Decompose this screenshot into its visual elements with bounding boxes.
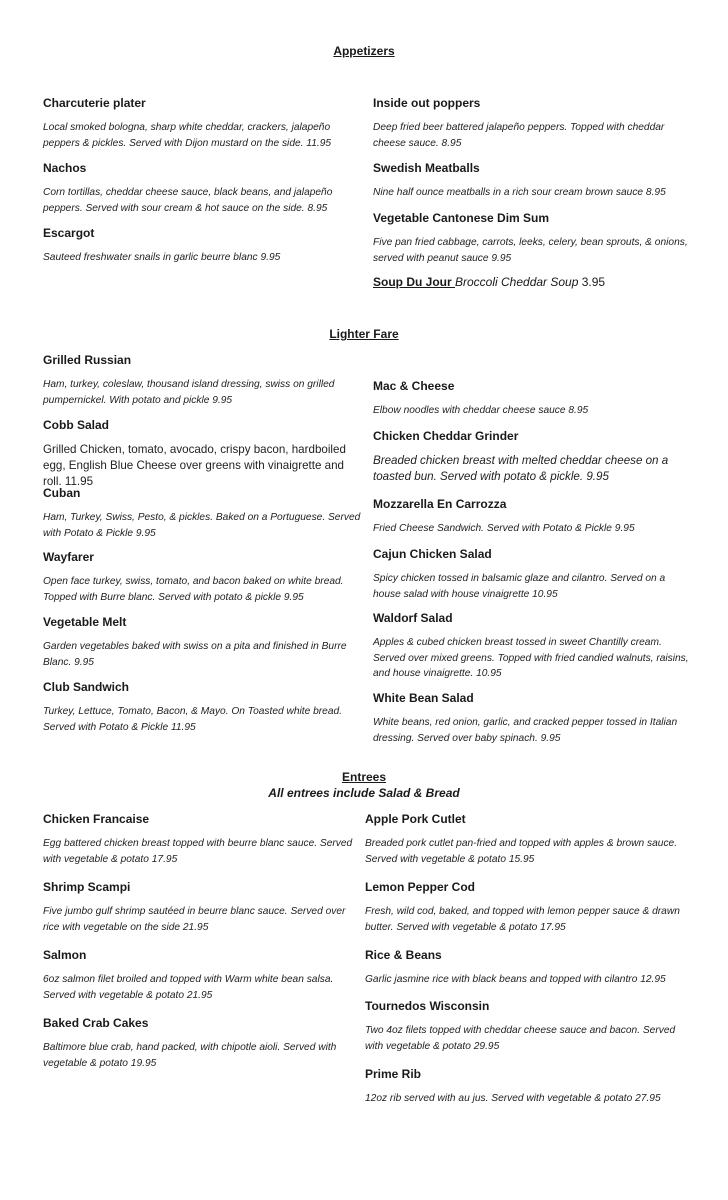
menu-item <box>373 691 691 746</box>
item-description: 12oz rib served with au jus. Served with vegetable & potato 27.95 <box>365 1093 661 1104</box>
menu-item <box>365 1067 690 1107</box>
item-description: Fried Cheese Sandwich. Served with Potato & Pickle 9.95 <box>373 523 635 534</box>
item-name: Club Sandwich <box>43 680 130 694</box>
item-name: Mac & Cheese <box>373 379 455 393</box>
item-description: Fresh, wild cod, baked, and topped with lemon pepper sauce & drawn butter. Served with vegetable & potato 17.95 <box>365 906 680 933</box>
item-name: Grilled Russian <box>43 353 132 367</box>
menu-item <box>373 379 691 419</box>
menu-item <box>373 547 691 602</box>
item-description: Apples & cubed chicken breast tossed in sweet Chantilly cream. Served over mixed greens. Topped with fried candied walnuts, raisins, and house vinaigrette. 10.95 <box>373 637 689 679</box>
item-description: Ham, Turkey, Swiss, Pesto, & pickles. Baked on a Portuguese. Served with Potato & Pickle 9.95 <box>43 512 361 539</box>
item-description: Garlic jasmine rice with black beans and topped with cilantro 12.95 <box>365 974 666 985</box>
menu-item <box>373 161 691 201</box>
soup-name: Broccoli Cheddar Soup <box>455 275 579 289</box>
item-description: Five pan fried cabbage, carrots, leeks, celery, bean sprouts, & onions, served with peanut sauce 9.95 <box>373 237 688 264</box>
item-name: Wayfarer <box>43 550 94 564</box>
menu-item <box>373 96 691 151</box>
menu-item <box>43 418 355 490</box>
menu-item <box>43 226 361 266</box>
item-name: Chicken Cheddar Grinder <box>373 429 519 443</box>
item-description: Spicy chicken tossed in balsamic glaze and cilantro. Served on a house salad with house vinaigrette 10.95 <box>373 573 666 600</box>
item-name: Shrimp Scampi <box>43 880 131 894</box>
soup-price: 3.95 <box>578 275 606 289</box>
item-name: Lemon Pepper Cod <box>365 880 476 894</box>
item-description: Turkey, Lettuce, Tomato, Bacon, & Mayo. On Toasted white bread. Served with Potato & Pickle 11.95 <box>43 706 342 733</box>
menu-item <box>43 96 361 151</box>
soup-du-jour <box>373 275 605 289</box>
item-name: White Bean Salad <box>373 691 474 705</box>
item-name: Cajun Chicken Salad <box>373 547 492 561</box>
menu-item <box>373 497 691 537</box>
item-description: Baltimore blue crab, hand packed, with chipotle aioli. Served with vegetable & potato 19.95 <box>43 1042 337 1069</box>
menu-item <box>373 429 693 485</box>
menu-item <box>365 948 690 988</box>
item-description: Elbow noodles with cheddar cheese sauce 8.95 <box>373 405 589 416</box>
item-description: Deep fried beer battered jalapeño peppers. Topped with cheddar cheese sauce. 8.95 <box>373 122 665 149</box>
appetizers-heading: Appetizers <box>333 44 395 58</box>
item-name: Nachos <box>43 161 87 175</box>
menu-item <box>373 211 691 266</box>
item-name: Cobb Salad <box>43 418 110 432</box>
item-name: Salmon <box>43 948 87 962</box>
item-description: Corn tortillas, cheddar cheese sauce, black beans, and jalapeño peppers. Served with sour cream & hot sauce on the side. 8.95 <box>43 187 333 214</box>
menu-item <box>43 486 361 541</box>
item-name: Prime Rib <box>365 1067 422 1081</box>
item-name: Charcuterie plater <box>43 96 146 110</box>
item-name: Chicken Francaise <box>43 812 150 826</box>
menu-item <box>373 611 691 682</box>
item-name: Vegetable Melt <box>43 615 127 629</box>
item-description: Egg battered chicken breast topped with beurre blanc sauce. Served with vegetable & potato 17.95 <box>43 838 353 865</box>
menu-item <box>43 1016 361 1071</box>
menu-item <box>365 812 690 867</box>
menu-item <box>43 550 361 605</box>
item-name: Mozzarella En Carrozza <box>373 497 507 511</box>
item-description: White beans, red onion, garlic, and cracked pepper tossed in Italian dressing. Served over baby spinach. 9.95 <box>373 717 678 744</box>
item-name: Baked Crab Cakes <box>43 1016 149 1030</box>
soup-label: Soup Du Jour <box>373 275 455 289</box>
item-name: Cuban <box>43 486 81 500</box>
menu-item <box>43 680 361 735</box>
item-name: Vegetable Cantonese Dim Sum <box>373 211 550 225</box>
item-description: Five jumbo gulf shrimp sautéed in beurre blanc sauce. Served over rice with vegetable on the side 21.95 <box>43 906 346 933</box>
item-description: Open face turkey, swiss, tomato, and bacon baked on white bread. Topped with Burre blanc. Served with potato & pickle 9.95 <box>43 576 344 603</box>
item-name: Rice & Beans <box>365 948 442 962</box>
item-description: Ham, turkey, coleslaw, thousand island dressing, swiss on grilled pumpernickel. With potato and pickle 9.95 <box>43 379 335 406</box>
item-name: Swedish Meatballs <box>373 161 480 175</box>
menu-item <box>43 615 361 670</box>
item-description: Local smoked bologna, sharp white cheddar, crackers, jalapeño peppers & pickles. Served with Dijon mustard on the side. 11.95 <box>43 122 332 149</box>
item-description: Garden vegetables baked with swiss on a pita and finished in Burre Blanc. 9.95 <box>43 641 347 668</box>
menu-item <box>365 880 690 935</box>
item-description: Breaded pork cutlet pan-fried and topped with apples & brown sauce. Served with vegetable & potato 15.95 <box>365 838 678 865</box>
item-description: Grilled Chicken, tomato, avocado, crispy bacon, hardboiled egg, English Blue Cheese over greens with vinaigrette and roll. 11.95 <box>43 443 346 488</box>
item-name: Waldorf Salad <box>373 611 453 625</box>
item-description: Nine half ounce meatballs in a rich sour cream brown sauce 8.95 <box>373 187 666 198</box>
item-name: Apple Pork Cutlet <box>365 812 466 826</box>
item-name: Escargot <box>43 226 95 240</box>
menu-item <box>43 161 361 216</box>
menu-item <box>43 812 361 867</box>
menu-item <box>43 880 361 935</box>
entrees-subheading: All entrees include Salad & Bread <box>268 786 460 800</box>
item-description: 6oz salmon filet broiled and topped with Warm white bean salsa. Served with vegetable & potato 21.95 <box>43 974 334 1001</box>
item-description: Breaded chicken breast with melted cheddar cheese on a toasted bun. Served with potato & pickle. 9.95 <box>373 454 669 483</box>
menu-item <box>43 948 361 1003</box>
menu-item <box>43 353 361 408</box>
item-description: Sauteed freshwater snails in garlic beurre blanc 9.95 <box>43 252 281 263</box>
item-name: Tournedos Wisconsin <box>365 999 490 1013</box>
item-description: Two 4oz filets topped with cheddar cheese sauce and bacon. Served with vegetable & potato 29.95 <box>365 1025 676 1052</box>
entrees-heading: Entrees <box>341 770 387 784</box>
item-name: Inside out poppers <box>373 96 481 110</box>
menu-item <box>365 999 690 1054</box>
lighter-fare-heading: Lighter Fare <box>329 327 399 341</box>
